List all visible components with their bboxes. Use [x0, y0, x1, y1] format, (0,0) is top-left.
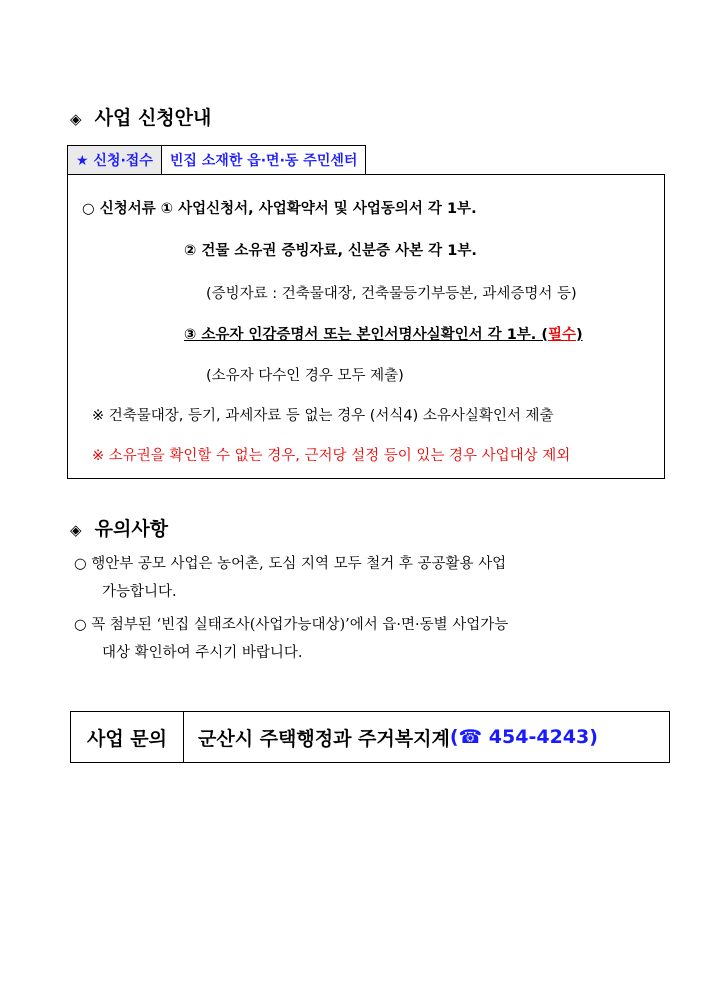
- contact-office: 군산시 주택행정과 주거복지계: [198, 727, 450, 750]
- contact-label: 사업 문의: [71, 712, 184, 762]
- required-badge: 필수: [547, 327, 576, 343]
- apply-tab: [67, 145, 366, 174]
- documents-line-4-close: ): [576, 327, 583, 343]
- documents-line-4: [184, 323, 583, 344]
- note-item-1-line-1: ○ 행안부 공모 사업은 농어촌, 도심 지역 모두 철거 후 공공활용 사업: [74, 556, 507, 572]
- section-heading-apply: [70, 103, 211, 130]
- documents-line-1: ○ 신청서류 ① 사업신청서, 사업확약서 및 사업동의서 각 1부.: [82, 201, 477, 217]
- application-documents-box: [67, 174, 665, 479]
- diamond-icon: ◈: [70, 521, 82, 539]
- documents-line-3: (증빙자료 : 건축물대장, 건축물등기부등본, 과세증명서 등): [206, 286, 577, 302]
- documents-note-2: ※ 소유권을 확인할 수 없는 경우, 근저당 설정 등이 있는 경우 사업대상 제외: [92, 448, 571, 464]
- contact-value: [184, 712, 669, 762]
- note-item-1-line-2: 가능합니다.: [102, 584, 177, 600]
- documents-line-5: (소유자 다수인 경우 모두 제출): [206, 368, 404, 384]
- note-item-2-line-2: 대상 확인하여 주시기 바랍니다.: [102, 645, 303, 661]
- tab-label: ★ 신청·접수: [68, 146, 162, 174]
- tab-value: 빈집 소재한 읍·면·동 주민센터: [169, 153, 358, 169]
- documents-line-4-text: ③ 소유자 인감증명서 또는 본인서명사실확인서 각 1부. (: [184, 327, 548, 343]
- section-title: 사업 신청안내: [94, 107, 212, 129]
- documents-line-2: ② 건물 소유권 증빙자료, 신분증 사본 각 1부.: [184, 243, 477, 259]
- contact-phone[interactable]: (☎ 454-4243): [449, 726, 598, 748]
- section-heading-notes: [70, 514, 168, 541]
- contact-box: [70, 711, 670, 763]
- section-title: 유의사항: [94, 518, 169, 540]
- documents-note-1: ※ 건축물대장, 등기, 과세자료 등 없는 경우 (서식4) 소유사실확인서 제출: [92, 408, 554, 424]
- diamond-icon: ◈: [70, 110, 82, 128]
- note-item-2-line-1: ○ 꼭 첨부된 ‘빈집 실태조사(사업가능대상)’에서 읍·면·동별 사업가능: [74, 617, 509, 633]
